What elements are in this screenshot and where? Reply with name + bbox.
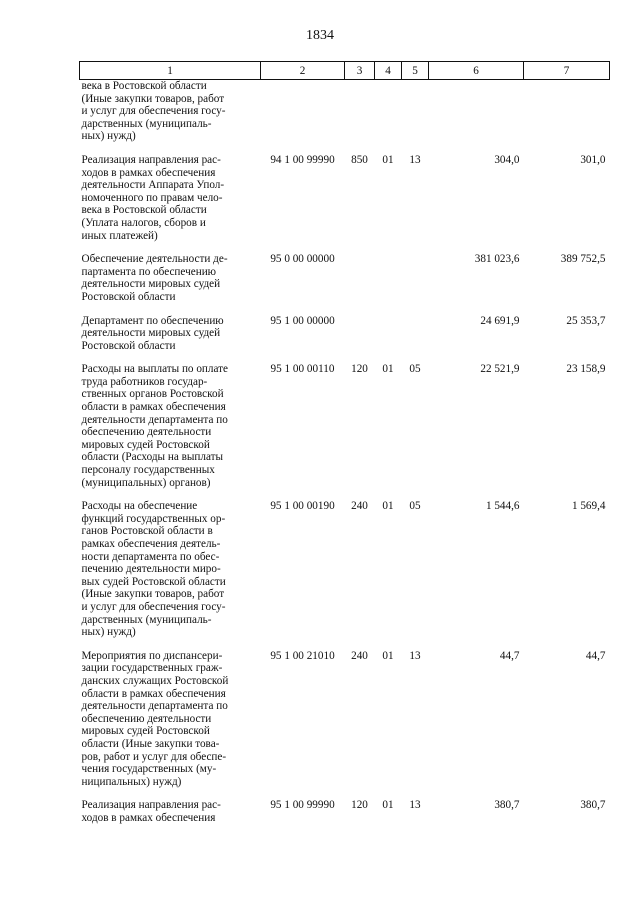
table-row [80,363,610,489]
table-row [80,253,610,303]
table-row [80,80,610,143]
amount-col7: 23 158,9 [566,363,606,376]
amount-col7: 380,7 [580,799,606,812]
expense-name: века в Ростовской области (Иные закупки товаров, работ и услуг для обеспечения госу- дарственных (муниципаль- ных) нужд) [81,80,226,143]
subsection: 05 [409,363,421,376]
amount-col7 [524,80,610,143]
amount-col6: 44,7 [499,649,520,662]
target-code: 95 1 00 00000 [270,314,335,327]
expense-type: 120 [351,363,368,376]
target-code: 95 1 00 21010 [270,649,335,662]
amount-col7: 389 752,5 [560,253,606,266]
page-number: 1834 [306,28,334,43]
amount-col7: 25 353,7 [566,314,606,327]
expense-name: Обеспечение деятельности де- партамента по обеспечению деятельности мировых судей Ростовской области [81,253,228,303]
target-code [261,80,345,143]
column-header: 5 [402,62,429,80]
expense-type: 240 [351,500,368,513]
table-row [80,799,610,824]
target-code: 95 1 00 99990 [270,799,335,812]
section: 01 [382,500,394,513]
section [375,253,402,303]
subsection [402,80,429,143]
expense-type [345,253,375,303]
section [375,315,402,353]
expense-type: 240 [351,649,368,662]
section [375,80,402,143]
amount-col6: 380,7 [494,799,520,812]
table-row [80,315,610,353]
expense-type: 850 [351,153,368,166]
target-code: 95 1 00 00190 [270,500,335,513]
subsection: 13 [409,649,421,662]
subsection: 13 [409,799,421,812]
amount-col6: 22 521,9 [480,363,520,376]
expense-name: Департамент по обеспечению деятельности мировых судей Ростовской области [81,314,224,352]
amount-col6: 1 544,6 [485,500,520,513]
subsection: 13 [409,153,421,166]
section: 01 [382,799,394,812]
expense-name: Расходы на обеспечение функций государственных ор- ганов Ростовской области в рамках обеспечения деятель- ности департамента по обес- печению деятельности миро- вых судей Ростовской области (Иные закупки товаров, работ и услуг для обеспечения госу- дарственных (муниципаль- ных) нужд) [81,500,226,639]
section: 01 [382,363,394,376]
amount-col7: 44,7 [585,649,606,662]
amount-col6: 381 023,6 [474,253,520,266]
column-header: 3 [345,62,375,80]
table-row [80,154,610,242]
subsection [402,315,429,353]
expense-type: 120 [351,799,368,812]
column-header: 7 [524,62,610,80]
budget-table [79,61,610,824]
expense-name: Расходы на выплаты по оплате труда работников государ- ственных органов Ростовской области в рамках обеспечения деятельности департамента по обеспечению деятельности мировых судей Ростовской области (Расходы на выплаты персоналу государственных (муниципальных) органов) [81,363,229,489]
target-code: 94 1 00 99990 [270,153,335,166]
column-header: 6 [429,62,524,80]
section: 01 [382,649,394,662]
expense-type [345,80,375,143]
amount-col7: 301,0 [580,153,606,166]
table-header-row [80,62,610,80]
column-header: 4 [375,62,402,80]
amount-col7: 1 569,4 [571,500,606,513]
table-row [80,500,610,639]
column-header: 1 [80,62,261,80]
table-row [80,650,610,789]
column-header: 2 [261,62,345,80]
target-code: 95 1 00 00110 [270,363,335,376]
expense-name: Мероприятия по диспансери- зации государственных граж- данских служащих Ростовской области в рамках обеспечения деятельности департамента по обеспечению деятельности мировых судей Ростовской области (Иные закупки това- ров, работ и услуг для обеспе- чения государственных (му- ниципальных) нужд) [81,649,229,788]
section: 01 [382,153,394,166]
expense-type [345,315,375,353]
target-code: 95 0 00 00000 [270,253,335,266]
subsection: 05 [409,500,421,513]
subsection [402,253,429,303]
expense-name: Реализация направления рас- ходов в рамках обеспечения [81,799,221,824]
amount-col6 [429,80,524,143]
amount-col6: 304,0 [494,153,520,166]
expense-name: Реализация направления рас- ходов в рамках обеспечения деятельности Аппарата Упол- номоченного по правам чело- века в Ростовской области (Уплата налогов, сборов и иных платежей) [81,153,225,242]
amount-col6: 24 691,9 [480,314,520,327]
